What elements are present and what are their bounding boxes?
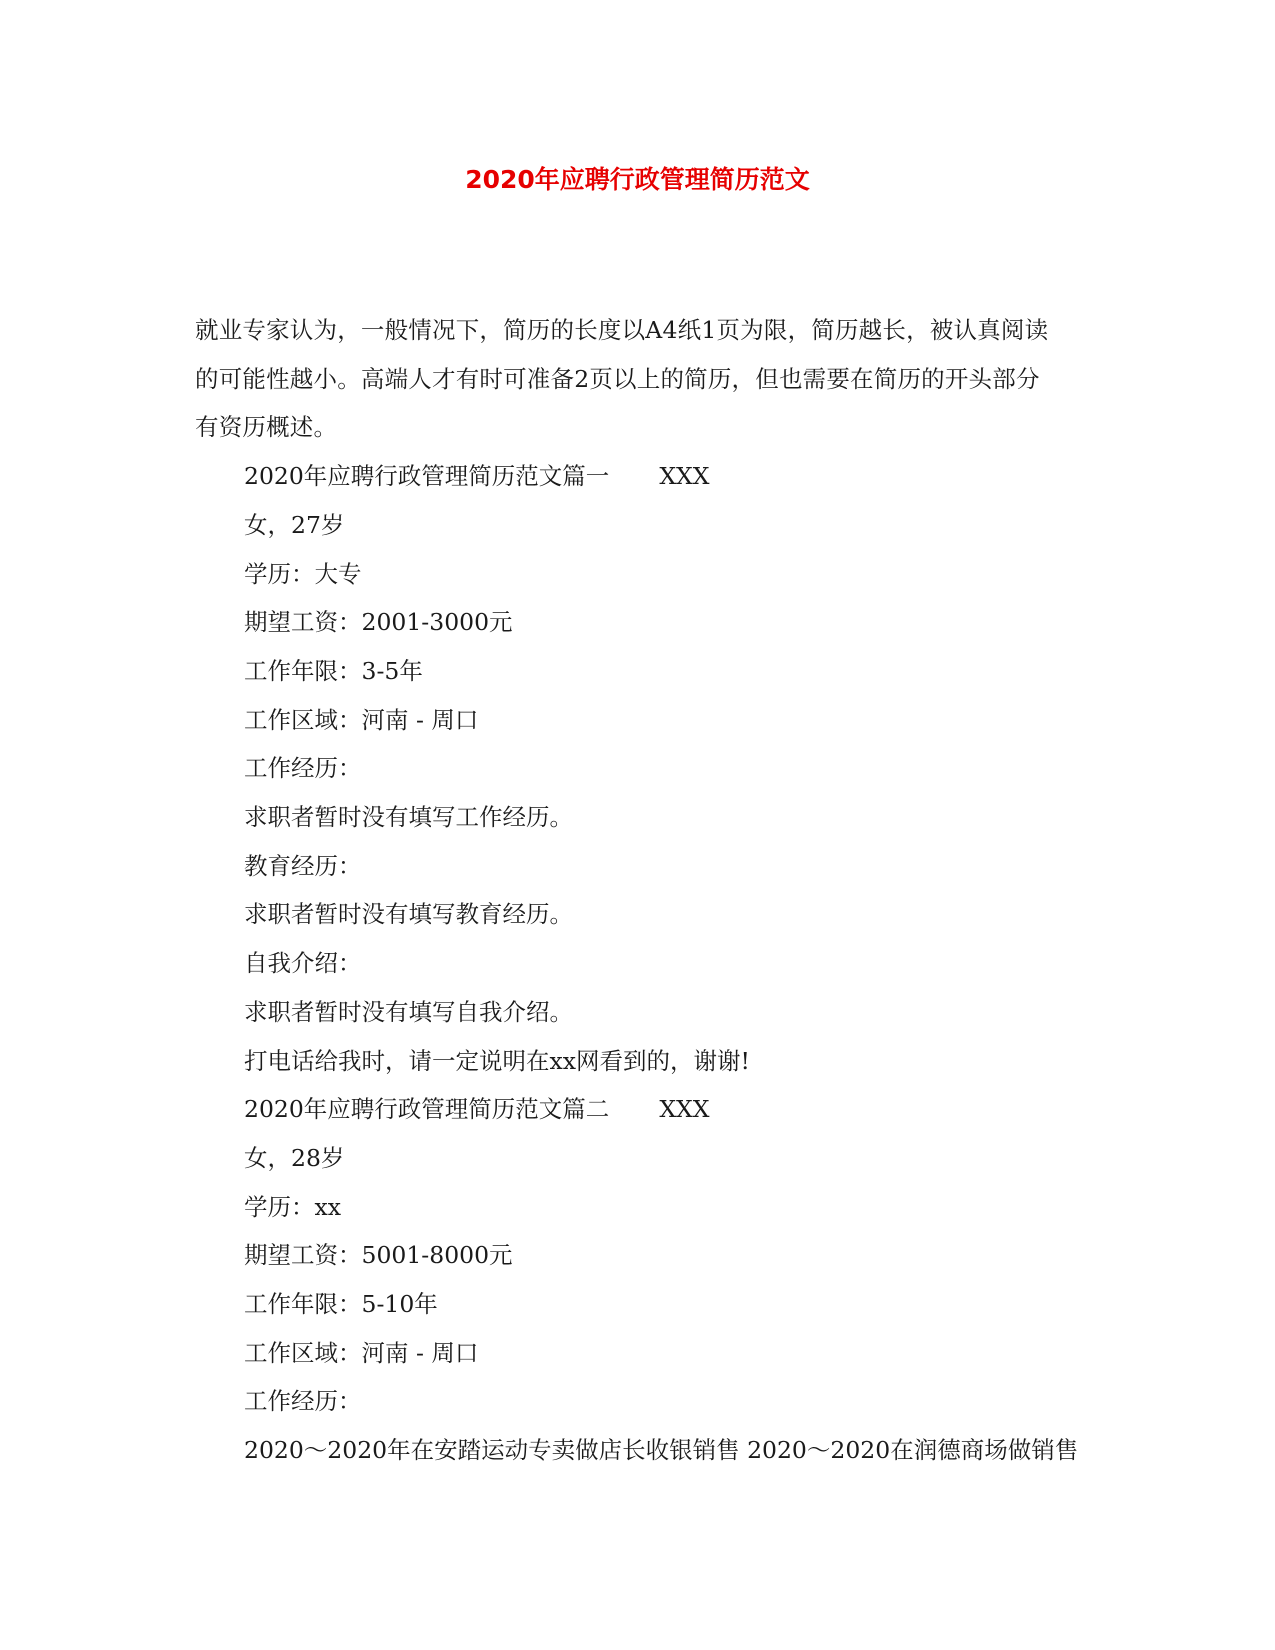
resume-1-salary: 期望工资：2001-3000元 (244, 608, 513, 637)
resume-2-heading-text: 2020年应聘行政管理简历范文篇二 (244, 1095, 610, 1124)
resume-1-heading-text: 2020年应聘行政管理简历范文篇一 (244, 462, 610, 491)
resume-1-years: 工作年限：3-5年 (244, 656, 423, 685)
resume-1-region: 工作区域：河南 - 周口 (244, 705, 479, 734)
document-title: 2020年应聘行政管理简历范文 (465, 165, 810, 194)
resume-1-heading (195, 452, 1085, 501)
resume-section-1 (195, 452, 1085, 1085)
intro-line-1: 就业专家认为，一般情况下，简历的长度以A4纸1页为限，简历越长，被认真阅读 (195, 316, 1049, 344)
resume-2-region: 工作区域：河南 - 周口 (244, 1338, 479, 1367)
intro-line-3: 有资历概述。 (195, 413, 338, 442)
resume-1-education: 学历：大专 (244, 559, 362, 588)
resume-1-name: XXX (659, 462, 710, 491)
resume-2-education: 学历：xx (244, 1192, 342, 1221)
resume-2-work-value: 2020～2020年在安踏运动专卖做店长收银销售 2020～2020在润德商场做销售 (244, 1436, 1079, 1465)
resume-2-name: XXX (659, 1095, 710, 1124)
document-body (195, 306, 1085, 1475)
intro-line-2: 的可能性越小。高端人才有时可准备2页以上的简历，但也需要在简历的开头部分 (195, 364, 1040, 393)
resume-1-edu-value: 求职者暂时没有填写教育经历。 (244, 900, 573, 929)
resume-2-salary: 期望工资：5001-8000元 (244, 1241, 513, 1270)
resume-1-edu-label: 教育经历： (244, 851, 362, 880)
resume-2-gender-age: 女，28岁 (244, 1143, 345, 1172)
intro-paragraph (195, 306, 1085, 452)
resume-2-heading (195, 1085, 1085, 1134)
resume-1-intro-label: 自我介绍： (244, 949, 362, 978)
resume-1-work-value: 求职者暂时没有填写工作经历。 (244, 803, 573, 832)
resume-2-work-label: 工作经历： (244, 1387, 362, 1416)
resume-1-gender-age: 女，27岁 (244, 510, 345, 539)
resume-2-years: 工作年限：5-10年 (244, 1290, 438, 1319)
resume-1-work-label: 工作经历： (244, 754, 362, 783)
resume-section-2 (195, 1085, 1085, 1475)
resume-1-intro-value: 求职者暂时没有填写自我介绍。 (244, 997, 573, 1026)
resume-1-note: 打电话给我时，请一定说明在xx网看到的，谢谢! (244, 1046, 750, 1075)
